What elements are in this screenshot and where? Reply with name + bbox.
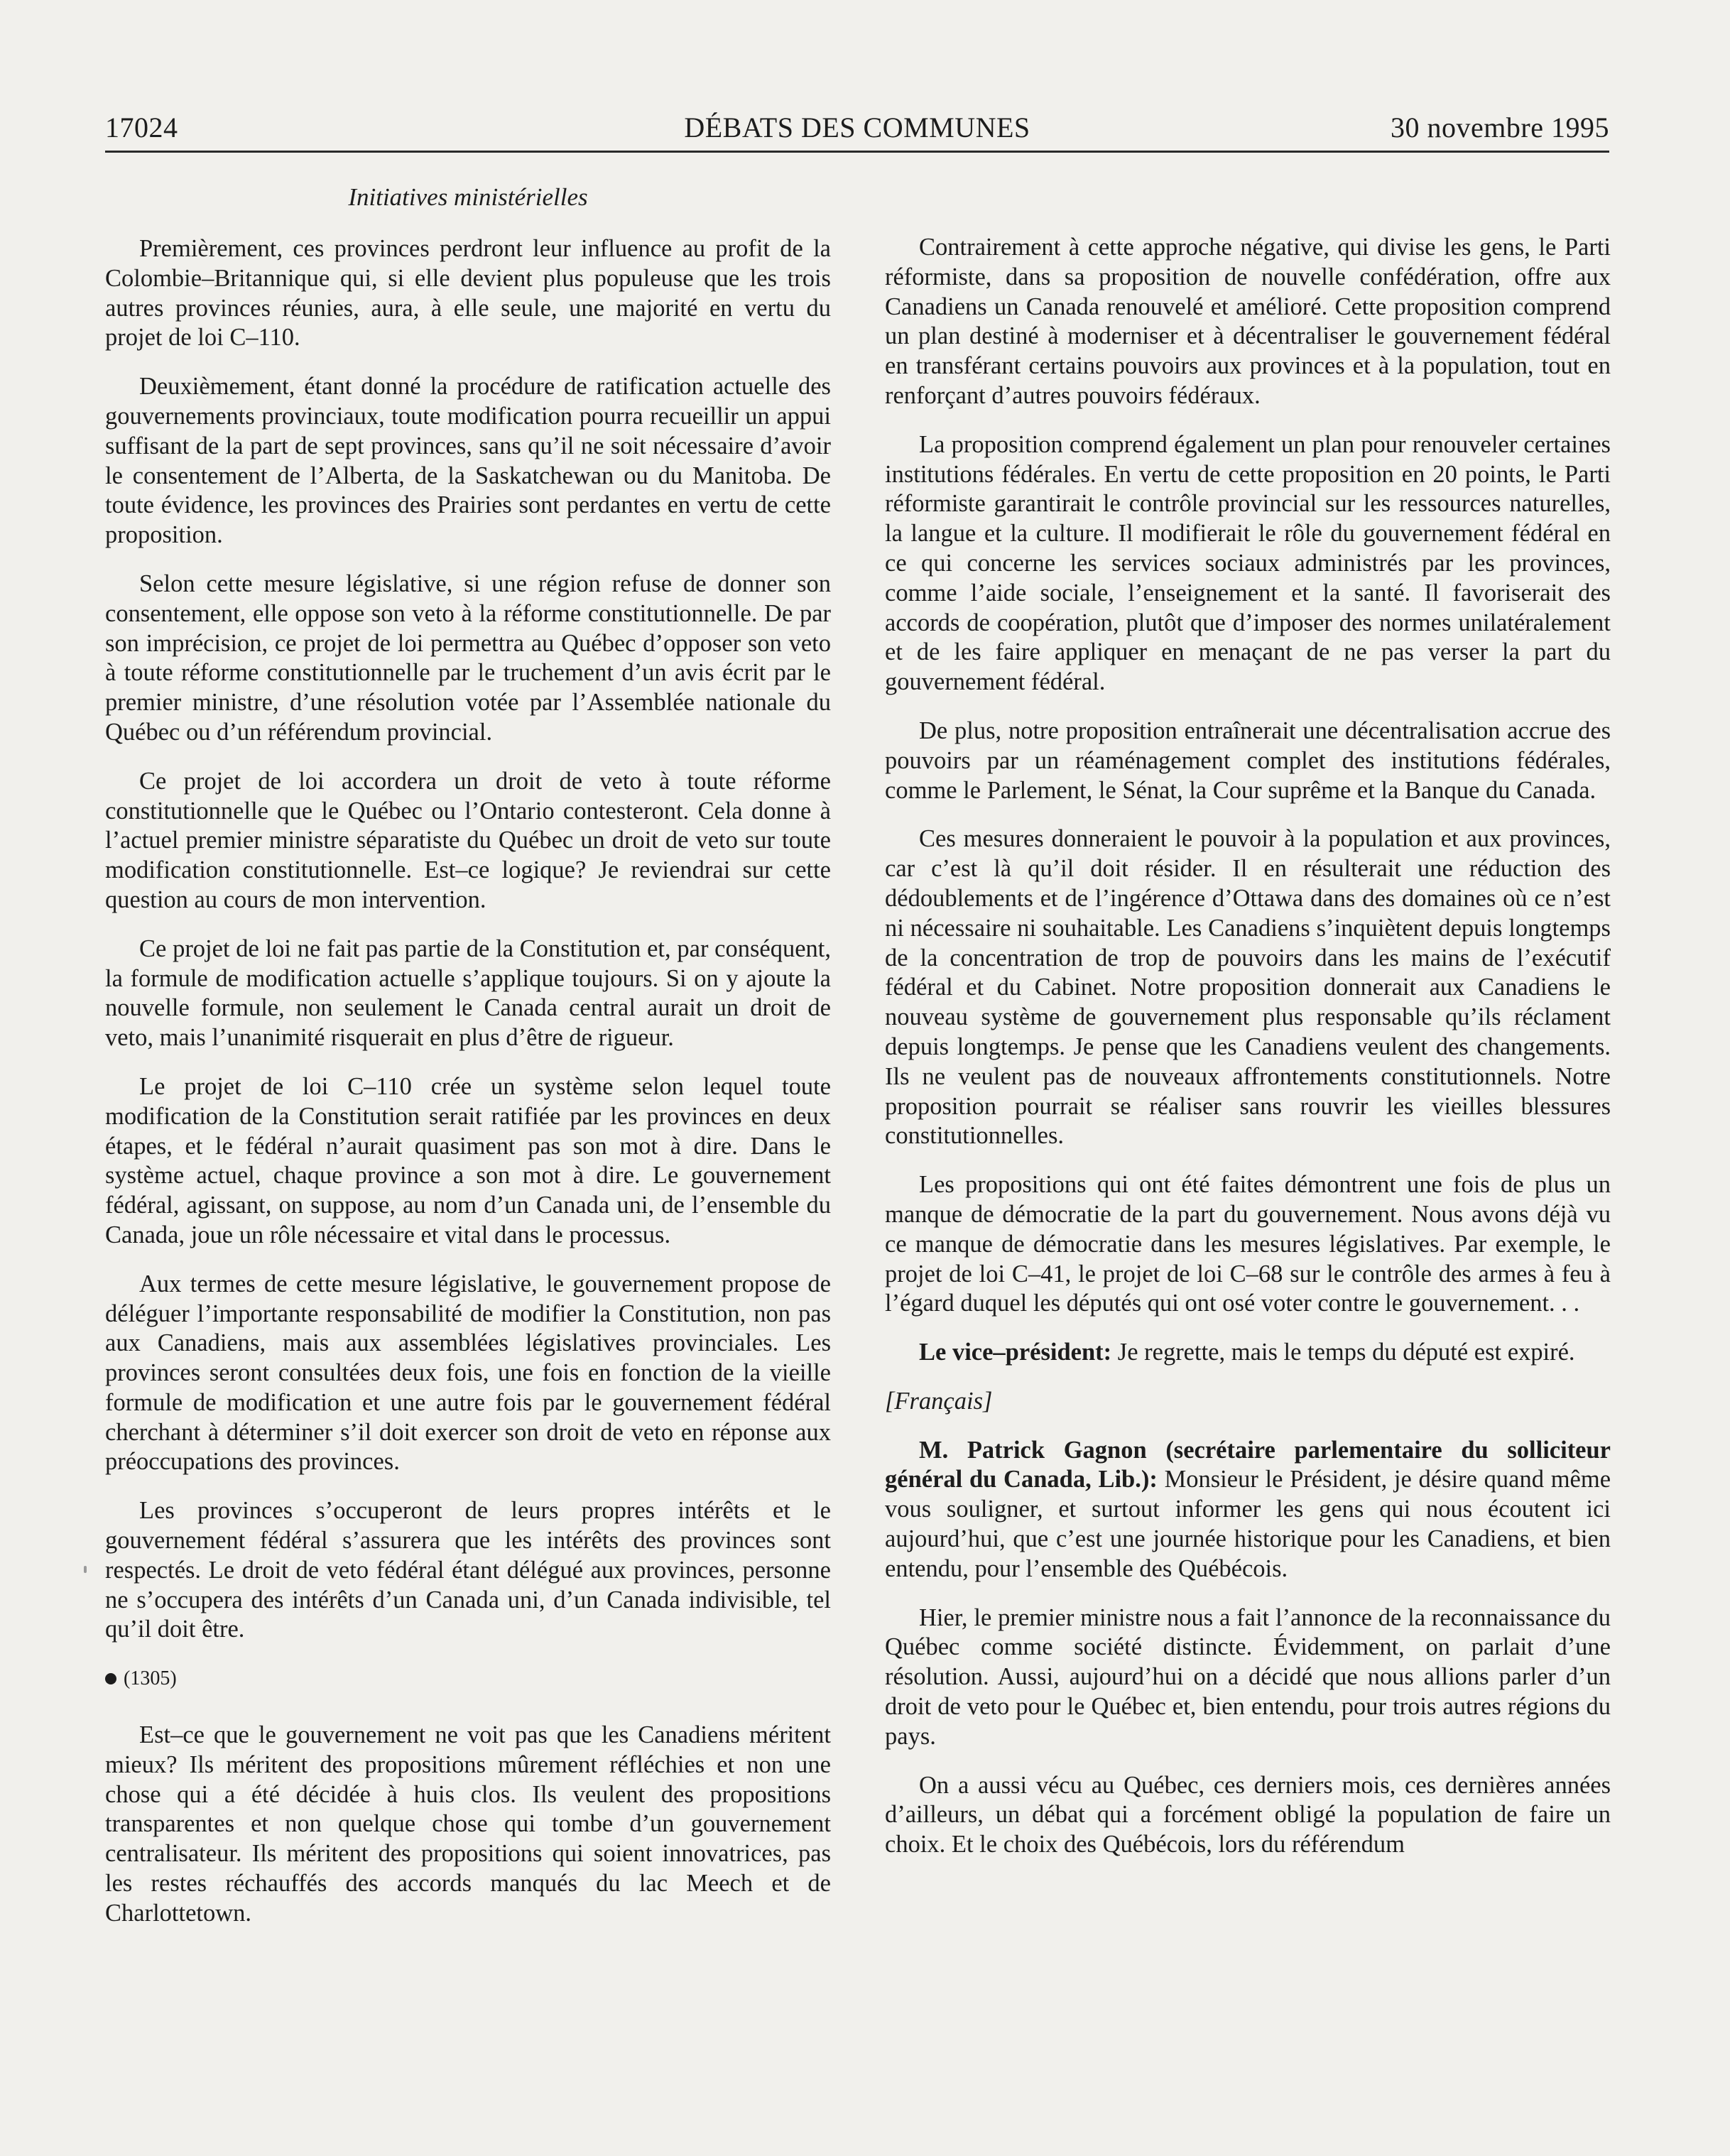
paragraph: De plus, notre proposition entraînerait une décentralisation accrue des pouvoirs par un réaménagement complet des institutions fédérales, comme le Parlement, le Sénat, la Cour suprême et la Banque du Canada. — [885, 717, 1611, 804]
speech-text: Monsieur le Président, je désire quand même vous souligner, et surtout informer les gens qui nous écoutent ici aujourd’hui, que c’est une journée historique pour les Canadiens, et bien entendu, pour l’ensemble des Québécois. — [885, 1466, 1611, 1582]
bullet-icon — [105, 1673, 116, 1684]
speaker-name: Le vice–président: — [919, 1339, 1112, 1366]
publication-title: DÉBATS DES COMMUNES — [684, 111, 1030, 143]
left-column — [105, 234, 831, 1948]
hansard-page — [105, 0, 1609, 2156]
paragraph: Deuxièmement, étant donné la procédure de ratification actuelle des gouvernements provinciaux, toute modification pourra recueillir un appui suffisant de la part de sept provinces, sans qu’il ne soit nécessaire d’avoir le consentement de l’Alberta, de la Saskatchewan ou du Manitoba. De toute évidence, les provinces des Prairies sont perdantes en vertu de cette proposition. — [105, 373, 831, 549]
page-number: 17024 — [105, 111, 178, 143]
right-column — [885, 233, 1611, 1879]
paragraph: Aux termes de cette mesure législative, le gouvernement propose de déléguer l’importante responsabilité de modifier la Constitution, non pas aux Canadiens, mais aux assemblées législatives provinciales. Les provinces seront consultées deux fois, une fois en fonction de la vieille formule de modification et une autre fois par le gouvernement fédéral cherchant à déterminer s’il doit exercer son droit de veto en réponse aux préoccupations des provinces. — [105, 1270, 831, 1476]
speaker-name: M. Patrick Gagnon (secrétaire parlementaire du solliciteur général du Canada, Lib.): — [885, 1436, 1611, 1493]
speech-text: Je regrette, mais le temps du député est expiré. — [1111, 1339, 1575, 1366]
speaker-paragraph — [885, 1436, 1611, 1584]
page-date: 30 novembre 1995 — [1391, 111, 1609, 143]
language-label: [Français] — [885, 1387, 993, 1415]
paragraph: On a aussi vécu au Québec, ces derniers mois, ces dernières années d’ailleurs, un débat qui a forcément obligé la population de faire un choix. Et le choix des Québécois, lors du référendum — [885, 1771, 1611, 1858]
page-header — [105, 108, 1609, 153]
paragraph: Est–ce que le gouvernement ne voit pas que les Canadiens méritent mieux? Ils méritent des propositions mûrement réfléchies et non une chose qui a été décidée à huis clos. Ils veulent des propositions transparentes et non quelque chose qui tombe d’un gouvernement centralisateur. Ils méritent des propositions qui soient innovatrices, pas les restes réchauffés des accords manqués du lac Meech et de Charlottetown. — [105, 1721, 831, 1927]
paragraph: Les propositions qui ont été faites démontrent une fois de plus un manque de démocratie de la part du gouvernement. Nous avons déjà vu ce manque de démocratie dans les mesures législatives. Par exemple, le projet de loi C–41, le projet de loi C–68 sur le contrôle des armes à feu à l’égard duquel les députés qui ont osé voter contre le gouvernement. . . — [885, 1171, 1611, 1317]
time-marker-label: (1305) — [124, 1667, 177, 1690]
language-note — [885, 1387, 1611, 1417]
paragraph: Ces mesures donneraient le pouvoir à la population et aux provinces, car c’est là qu’il doit résider. Il en résulterait une réduction des dédoublements et de l’ingérence d’Ottawa dans des domaines où ce n’est ni nécessaire ni souhaitable. Les Canadiens s’inquiètent depuis longtemps de la concentration de trop de pouvoirs dans les mains de l’exécutif fédéral et du Cabinet. Notre proposition donnerait aux Canadiens le nouveau système de gouvernement plus responsable qu’ils réclament depuis longtemps. Je pense que les Canadiens veulent des changements. Ils ne veulent pas de nouveaux affrontements constitutionnels. Notre proposition pourrait se réaliser sans rouvrir les vieilles blessures constitutionnelles. — [885, 825, 1611, 1150]
paragraph: La proposition comprend également un plan pour renouveler certaines institutions fédérales. En vertu de cette proposition en 20 points, le Parti réformiste garantirait le contrôle provincial sur les ressources naturelles, la langue et la culture. Il modifierait le rôle du gouvernement fédéral en ce qui concerne les services sociaux administrés par les provinces, comme l’aide sociale, l’enseignement et la santé. Il favoriserait des accords de coopération, plutôt que d’imposer des normes unilatéralement et de les faire appliquer en menaçant de ne pas verser la part du gouvernement fédéral. — [885, 430, 1611, 696]
time-marker — [105, 1664, 831, 1694]
paragraph: Contrairement à cette approche négative, qui divise les gens, le Parti réformiste, dans sa proposition de nouvelle confédération, offre aux Canadiens un Canada renouvelé et amélioré. Cette proposition comprend un plan destiné à moderniser et à décentraliser le gouvernement fédéral en transférant certains pouvoirs aux provinces et à la population, tout en renforçant d’autres pouvoirs fédéraux. — [885, 234, 1611, 409]
paragraph: Hier, le premier ministre nous a fait l’annonce de la reconnaissance du Québec comme société distincte. Évidemment, on parlait d’une résolution. Aussi, aujourd’hui on a décidé que nous allions parler d’un droit de veto pour le Québec et, bien entendu, pour trois autres régions du pays. — [885, 1604, 1611, 1750]
paragraph: Le projet de loi C–110 crée un système selon lequel toute modification de la Constitution serait ratifiée par les provinces en deux étapes, et le fédéral n’aurait quasiment pas son mot à dire. Dans le système actuel, chaque province a son mot à dire. Le gouvernement fédéral, agissant, on suppose, au nom d’un Canada uni, de l’ensemble du Canada, joue un rôle nécessaire et vital dans le processus. — [105, 1072, 831, 1248]
paragraph: Ce projet de loi accordera un droit de veto à toute réforme constitutionnelle que le Québec ou l’Ontario contesteront. Cela donne à l’actuel premier ministre séparatiste du Québec un droit de veto sur toute modification constitutionnelle. Est–ce logique? Je reviendrai sur cette question au cours de mon intervention. — [105, 767, 831, 913]
paragraph: Premièrement, ces provinces perdront leur influence au profit de la Colombie–Britannique qui, si elle devient plus populeuse que les trois autres provinces réunies, aura, à elle seule, une majorité en vertu du projet de loi C–110. — [105, 235, 831, 352]
section-title: Initiatives ministérielles — [348, 183, 588, 211]
paragraph: Selon cette mesure législative, si une région refuse de donner son consentement, elle oppose son veto à la réforme constitutionnelle. De par son imprécision, ce projet de loi permettra au Québec d’opposer son veto à toute réforme constitutionnelle par le truchement d’un avis écrit par le premier ministre, d’une résolution votée par l’Assemblée nationale du Québec ou d’un référendum provincial. — [105, 570, 831, 746]
paragraph: Ce projet de loi ne fait pas partie de la Constitution et, par conséquent, la formule de modification actuelle s’applique toujours. Si on y ajoute la nouvelle formule, non seulement le Canada central aurait un droit de veto, mais l’unanimité risquerait en plus d’être de rigueur. — [105, 935, 831, 1052]
speaker-paragraph — [885, 1338, 1611, 1368]
paragraph: Les provinces s’occuperont de leurs propres intérêts et le gouvernement fédéral s’assurera que les intérêts des provinces sont respectés. Le droit de veto fédéral étant délégué aux provinces, personne ne s’occupera des intérêts d’un Canada uni, d’un Canada indivisible, tel qu’il doit être. — [105, 1497, 831, 1643]
scan-speck — [84, 1566, 87, 1573]
